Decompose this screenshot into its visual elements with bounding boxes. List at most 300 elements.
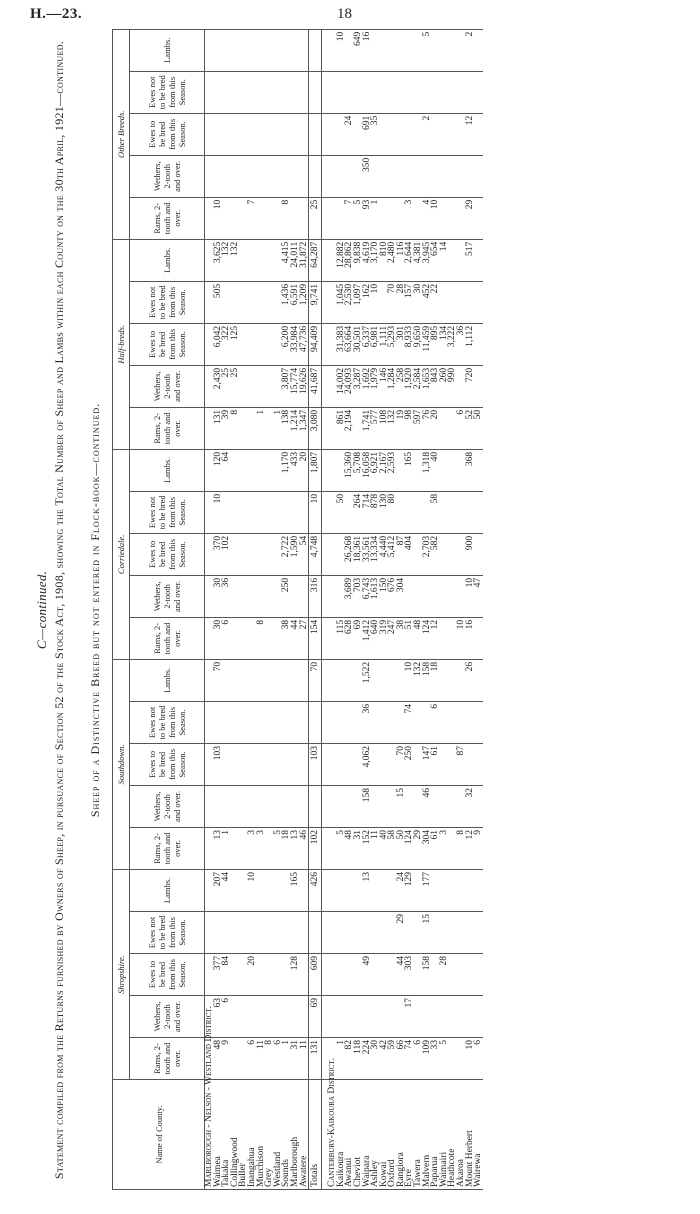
table-cell: 1: [337, 1038, 346, 1080]
table-cell: 35: [371, 113, 380, 155]
table-cell: [239, 912, 248, 954]
table-row: [214, 29, 223, 1189]
table-cell: [300, 71, 309, 113]
table-cell: 26,268: [345, 533, 354, 575]
table-cell: 132: [231, 239, 240, 281]
table-cell: [214, 71, 223, 113]
table-cell: 6: [414, 1038, 423, 1080]
table-cell: 2,703: [423, 533, 432, 575]
table-cell: 10: [248, 869, 257, 911]
table-cell: [354, 71, 363, 113]
table-cell: [291, 912, 300, 954]
table-cell: [300, 785, 309, 827]
table-cell: 9: [222, 1038, 231, 1080]
table-cell: 2: [466, 29, 475, 71]
county-name: Awanui: [345, 1080, 354, 1190]
table-cell: [265, 996, 274, 1038]
table-cell: 31: [354, 827, 363, 869]
table-cell: 3,080: [309, 407, 322, 449]
table-cell: 654: [431, 239, 440, 281]
table-cell: 70: [309, 659, 322, 701]
table-cell: 16: [466, 617, 475, 659]
table-row: [265, 29, 274, 1189]
table-cell: [265, 575, 274, 617]
table-cell: 24: [345, 113, 354, 155]
county-name: Malvern: [423, 1080, 432, 1190]
sub-column-header: Wethers, 2-tooth and over.: [130, 575, 205, 617]
table-cell: 10: [214, 197, 223, 239]
table-cell: 165: [405, 449, 414, 491]
table-cell: [440, 575, 449, 617]
table-cell: [328, 575, 337, 617]
table-cell: [380, 743, 389, 785]
table-row: [257, 29, 266, 1189]
table-cell: 146: [380, 365, 389, 407]
table-cell: [300, 954, 309, 996]
table-cell: [457, 71, 466, 113]
table-cell: 103: [214, 743, 223, 785]
table-cell: [474, 491, 483, 533]
table-cell: 6,591: [291, 281, 300, 323]
sub-column-header: Ewes not to be bred from this Season.: [130, 281, 205, 323]
table-cell: [328, 996, 337, 1038]
table-cell: [291, 197, 300, 239]
table-cell: [448, 197, 457, 239]
table-cell: 1,097: [354, 281, 363, 323]
sub-column-header: Ewes not to be bred from this Season.: [130, 701, 205, 743]
table-cell: [440, 785, 449, 827]
table-cell: [431, 912, 440, 954]
table-cell: 19: [397, 407, 406, 449]
table-cell: 2,430: [214, 365, 223, 407]
breed-header-southdown: Southdown.: [113, 659, 130, 869]
table-cell: [371, 71, 380, 113]
table-cell: [231, 197, 240, 239]
table-cell: 16: [363, 29, 372, 71]
table-row: [300, 29, 309, 1189]
table-cell: [257, 449, 266, 491]
table-cell: 5: [423, 29, 432, 71]
table-cell: 10: [337, 29, 346, 71]
table-cell: [388, 996, 397, 1038]
table-cell: 84: [222, 954, 231, 996]
table-cell: [274, 912, 283, 954]
county-name: Waimairi: [440, 1080, 449, 1190]
table-cell: 47,736: [300, 323, 309, 365]
table-cell: 10: [405, 659, 414, 701]
table-cell: 52: [466, 407, 475, 449]
table-cell: 50: [397, 827, 406, 869]
table-cell: [248, 449, 257, 491]
table-cell: 250: [405, 743, 414, 785]
district-row: [328, 29, 337, 1189]
table-cell: [405, 785, 414, 827]
table-cell: 370: [214, 533, 223, 575]
table-cell: 861: [337, 407, 346, 449]
table-cell: [265, 869, 274, 911]
table-cell: [257, 533, 266, 575]
table-cell: [371, 659, 380, 701]
sub-column-header: Lambs.: [130, 449, 205, 491]
table-cell: 118: [354, 1038, 363, 1080]
table-cell: [431, 785, 440, 827]
table-cell: [371, 869, 380, 911]
table-cell: 15,774: [291, 365, 300, 407]
table-cell: 18: [282, 827, 291, 869]
table-cell: 9,650: [414, 323, 423, 365]
table-cell: 120: [214, 449, 223, 491]
table-cell: [474, 71, 483, 113]
table-cell: [231, 533, 240, 575]
table-cell: [265, 659, 274, 701]
table-cell: 8: [282, 197, 291, 239]
table-cell: 6: [457, 407, 466, 449]
district-name: Canterbury-Kaikoura District.: [328, 1080, 337, 1190]
table-cell: [265, 743, 274, 785]
table-cell: 5: [440, 1038, 449, 1080]
table-cell: [466, 491, 475, 533]
county-name: Inangahua: [248, 1080, 257, 1190]
table-cell: 17: [405, 996, 414, 1038]
table-cell: [265, 617, 274, 659]
table-cell: [337, 869, 346, 911]
table-cell: [309, 785, 322, 827]
table-row: [248, 29, 257, 1189]
table-cell: 433: [291, 449, 300, 491]
table-cell: 577: [371, 407, 380, 449]
county-name: Akaroa: [457, 1080, 466, 1190]
table-cell: [248, 113, 257, 155]
table-cell: 224: [363, 1038, 372, 1080]
table-cell: [448, 869, 457, 911]
table-cell: [440, 155, 449, 197]
county-name: Westland: [274, 1080, 283, 1190]
table-cell: [423, 71, 432, 113]
table-cell: 47: [474, 575, 483, 617]
table-cell: 102: [222, 533, 231, 575]
table-cell: [431, 113, 440, 155]
page-number: 18: [337, 6, 352, 22]
table-cell: 250: [282, 575, 291, 617]
table-cell: [231, 281, 240, 323]
table-row: [282, 29, 291, 1189]
table-cell: 38: [282, 617, 291, 659]
table-cell: [448, 155, 457, 197]
sub-column-header: Rams, 2-tooth and over.: [130, 827, 205, 869]
county-name: Takaka: [222, 1080, 231, 1190]
table-cell: 82: [345, 1038, 354, 1080]
table-cell: [257, 323, 266, 365]
table-cell: [448, 785, 457, 827]
table-cell: [380, 155, 389, 197]
table-cell: [222, 659, 231, 701]
table-cell: 33,561: [363, 533, 372, 575]
table-cell: 19,626: [300, 365, 309, 407]
table-cell: 264: [354, 491, 363, 533]
table-cell: [448, 954, 457, 996]
table-cell: 12: [431, 617, 440, 659]
table-cell: 1: [222, 827, 231, 869]
table-cell: 3,807: [282, 365, 291, 407]
sub-column-header: Wethers, 2-tooth and over.: [130, 155, 205, 197]
table-cell: 3,625: [214, 239, 223, 281]
sub-column-header: Wethers, 2-tooth and over.: [130, 996, 205, 1038]
table-cell: 24,011: [291, 239, 300, 281]
table-cell: [248, 785, 257, 827]
table-cell: [239, 785, 248, 827]
table-cell: [291, 575, 300, 617]
table-cell: 377: [214, 954, 223, 996]
table-cell: 38: [397, 617, 406, 659]
table-cell: [265, 29, 274, 71]
table-cell: [265, 491, 274, 533]
table-cell: [448, 491, 457, 533]
table-cell: [474, 533, 483, 575]
table-cell: 115: [337, 617, 346, 659]
table-cell: [448, 912, 457, 954]
table-cell: 44: [222, 869, 231, 911]
part-caption: C—continued.: [34, 570, 49, 650]
table-cell: [248, 29, 257, 71]
sheep-statistics-table: [112, 29, 483, 1190]
table-cell: 87: [397, 533, 406, 575]
table-cell: [274, 71, 283, 113]
table-cell: [291, 996, 300, 1038]
table-cell: 11,459: [423, 323, 432, 365]
table-cell: 5: [354, 197, 363, 239]
table-cell: 50: [474, 407, 483, 449]
table-cell: [337, 743, 346, 785]
sub-column-header: Ewes to be bred from this Season.: [130, 954, 205, 996]
table-cell: [345, 869, 354, 911]
table-cell: [380, 659, 389, 701]
table-row: [448, 29, 457, 1189]
table-cell: [337, 912, 346, 954]
table-cell: 11: [257, 1038, 266, 1080]
table-cell: 10: [371, 281, 380, 323]
table-cell: [291, 491, 300, 533]
table-cell: 7: [345, 197, 354, 239]
table-cell: [231, 827, 240, 869]
county-name: Tawera: [414, 1080, 423, 1190]
table-cell: 27: [300, 617, 309, 659]
table-cell: 44: [397, 954, 406, 996]
table-cell: [239, 71, 248, 113]
county-name: Marlborough: [291, 1080, 300, 1190]
table-cell: [257, 996, 266, 1038]
table-cell: 9,741: [309, 281, 322, 323]
table-cell: 18: [431, 659, 440, 701]
table-cell: [214, 155, 223, 197]
table-cell: [345, 71, 354, 113]
sub-column-header: Lambs.: [130, 29, 205, 71]
table-cell: 4,440: [380, 533, 389, 575]
table-cell: 165: [291, 869, 300, 911]
table-cell: 102: [309, 827, 322, 869]
table-cell: [448, 281, 457, 323]
table-cell: 131: [214, 407, 223, 449]
table-cell: [405, 113, 414, 155]
table-cell: 29: [466, 197, 475, 239]
table-cell: 582: [431, 533, 440, 575]
table-cell: [222, 491, 231, 533]
table-cell: 649: [354, 29, 363, 71]
table-cell: [345, 743, 354, 785]
county-name: Collingwood: [231, 1080, 240, 1190]
table-cell: 158: [423, 954, 432, 996]
table-cell: 1,653: [423, 365, 432, 407]
table-cell: [257, 785, 266, 827]
table-cell: [380, 912, 389, 954]
table-cell: 1,741: [363, 407, 372, 449]
table-cell: 303: [405, 954, 414, 996]
table-cell: 177: [423, 869, 432, 911]
table-cell: 64,287: [309, 239, 322, 281]
table-cell: [405, 912, 414, 954]
table-cell: [257, 113, 266, 155]
table-cell: [231, 575, 240, 617]
table-cell: 6,337: [363, 323, 372, 365]
table-cell: 720: [466, 365, 475, 407]
sub-column-header: Wethers, 2-tooth and over.: [130, 785, 205, 827]
table-cell: 810: [380, 239, 389, 281]
table-cell: [231, 785, 240, 827]
table-cell: [274, 954, 283, 996]
table-cell: 2: [423, 113, 432, 155]
table-cell: 61: [431, 827, 440, 869]
table-cell: 15,360: [345, 449, 354, 491]
table-cell: 1,436: [282, 281, 291, 323]
table-cell: [457, 701, 466, 743]
table-cell: [205, 29, 214, 71]
table-cell: 207: [214, 869, 223, 911]
table-cell: 26: [466, 659, 475, 701]
table-cell: [388, 29, 397, 71]
table-cell: 29: [397, 912, 406, 954]
table-cell: [328, 869, 337, 911]
table-cell: [248, 743, 257, 785]
sub-column-header: Ewes not to be bred from this Season.: [130, 491, 205, 533]
table-cell: [282, 912, 291, 954]
table-cell: [248, 323, 257, 365]
table-cell: [248, 239, 257, 281]
table-cell: 304: [423, 827, 432, 869]
table-cell: [474, 365, 483, 407]
table-cell: 152: [363, 827, 372, 869]
table-cell: [248, 281, 257, 323]
county-name: Awatere: [300, 1080, 309, 1190]
table-cell: 2,593: [388, 449, 397, 491]
table-cell: [474, 869, 483, 911]
table-cell: [282, 491, 291, 533]
table-cell: 70: [397, 743, 406, 785]
table-cell: 10: [309, 491, 322, 533]
table-cell: [345, 659, 354, 701]
table-cell: [328, 954, 337, 996]
table-cell: [405, 155, 414, 197]
table-cell: [457, 281, 466, 323]
table-cell: 130: [380, 491, 389, 533]
table-cell: [474, 113, 483, 155]
table-cell: [440, 617, 449, 659]
table-cell: 33: [431, 1038, 440, 1080]
table-cell: [337, 954, 346, 996]
table-cell: [354, 996, 363, 1038]
table-cell: [474, 701, 483, 743]
table-cell: 64: [222, 449, 231, 491]
table-cell: 1,318: [423, 449, 432, 491]
table-cell: 2,530: [345, 281, 354, 323]
table-cell: 125: [231, 323, 240, 365]
table-cell: [282, 996, 291, 1038]
table-cell: 5,412: [388, 533, 397, 575]
table-cell: [328, 701, 337, 743]
table-cell: [337, 155, 346, 197]
table-cell: 46: [300, 827, 309, 869]
table-row: [405, 29, 414, 1189]
table-cell: 50: [337, 491, 346, 533]
table-cell: [448, 996, 457, 1038]
table-cell: [239, 701, 248, 743]
table-cell: [205, 785, 214, 827]
table-cell: 20: [248, 954, 257, 996]
table-cell: [282, 113, 291, 155]
table-cell: 1,170: [282, 449, 291, 491]
table-cell: 162: [363, 281, 372, 323]
sub-column-header: Ewes to be bred from this Season.: [130, 743, 205, 785]
table-cell: [457, 912, 466, 954]
table-row: [440, 29, 449, 1189]
table-cell: 12: [466, 827, 475, 869]
table-cell: 895: [431, 323, 440, 365]
table-cell: [328, 71, 337, 113]
table-cell: 2,480: [388, 239, 397, 281]
table-cell: 12,882: [337, 239, 346, 281]
table-cell: 1,412: [363, 617, 372, 659]
table-cell: [414, 491, 423, 533]
table-cell: 301: [397, 323, 406, 365]
table-cell: 124: [405, 827, 414, 869]
table-cell: [440, 659, 449, 701]
district-name: Marlborough - Nelson - Westland District.: [205, 1080, 214, 1190]
table-cell: [448, 29, 457, 71]
table-cell: 505: [214, 281, 223, 323]
table-cell: [257, 71, 266, 113]
table-cell: 2,644: [405, 239, 414, 281]
table-cell: [388, 71, 397, 113]
table-cell: 597: [414, 407, 423, 449]
table-cell: [380, 701, 389, 743]
table-cell: [380, 29, 389, 71]
table-cell: 11: [300, 1038, 309, 1080]
table-cell: [448, 239, 457, 281]
table-cell: [414, 575, 423, 617]
table-cell: [440, 197, 449, 239]
county-name: Ashley: [371, 1080, 380, 1190]
totals-row: [309, 29, 322, 1189]
table-cell: [291, 701, 300, 743]
table-cell: 25: [309, 197, 322, 239]
table-cell: [222, 281, 231, 323]
table-cell: [380, 71, 389, 113]
table-body: [205, 29, 483, 1189]
table-cell: 1,284: [388, 365, 397, 407]
table-cell: 1,112: [466, 323, 475, 365]
table-cell: 2,194: [345, 407, 354, 449]
table-cell: 42: [380, 1038, 389, 1080]
table-cell: 404: [405, 533, 414, 575]
table-cell: [328, 912, 337, 954]
